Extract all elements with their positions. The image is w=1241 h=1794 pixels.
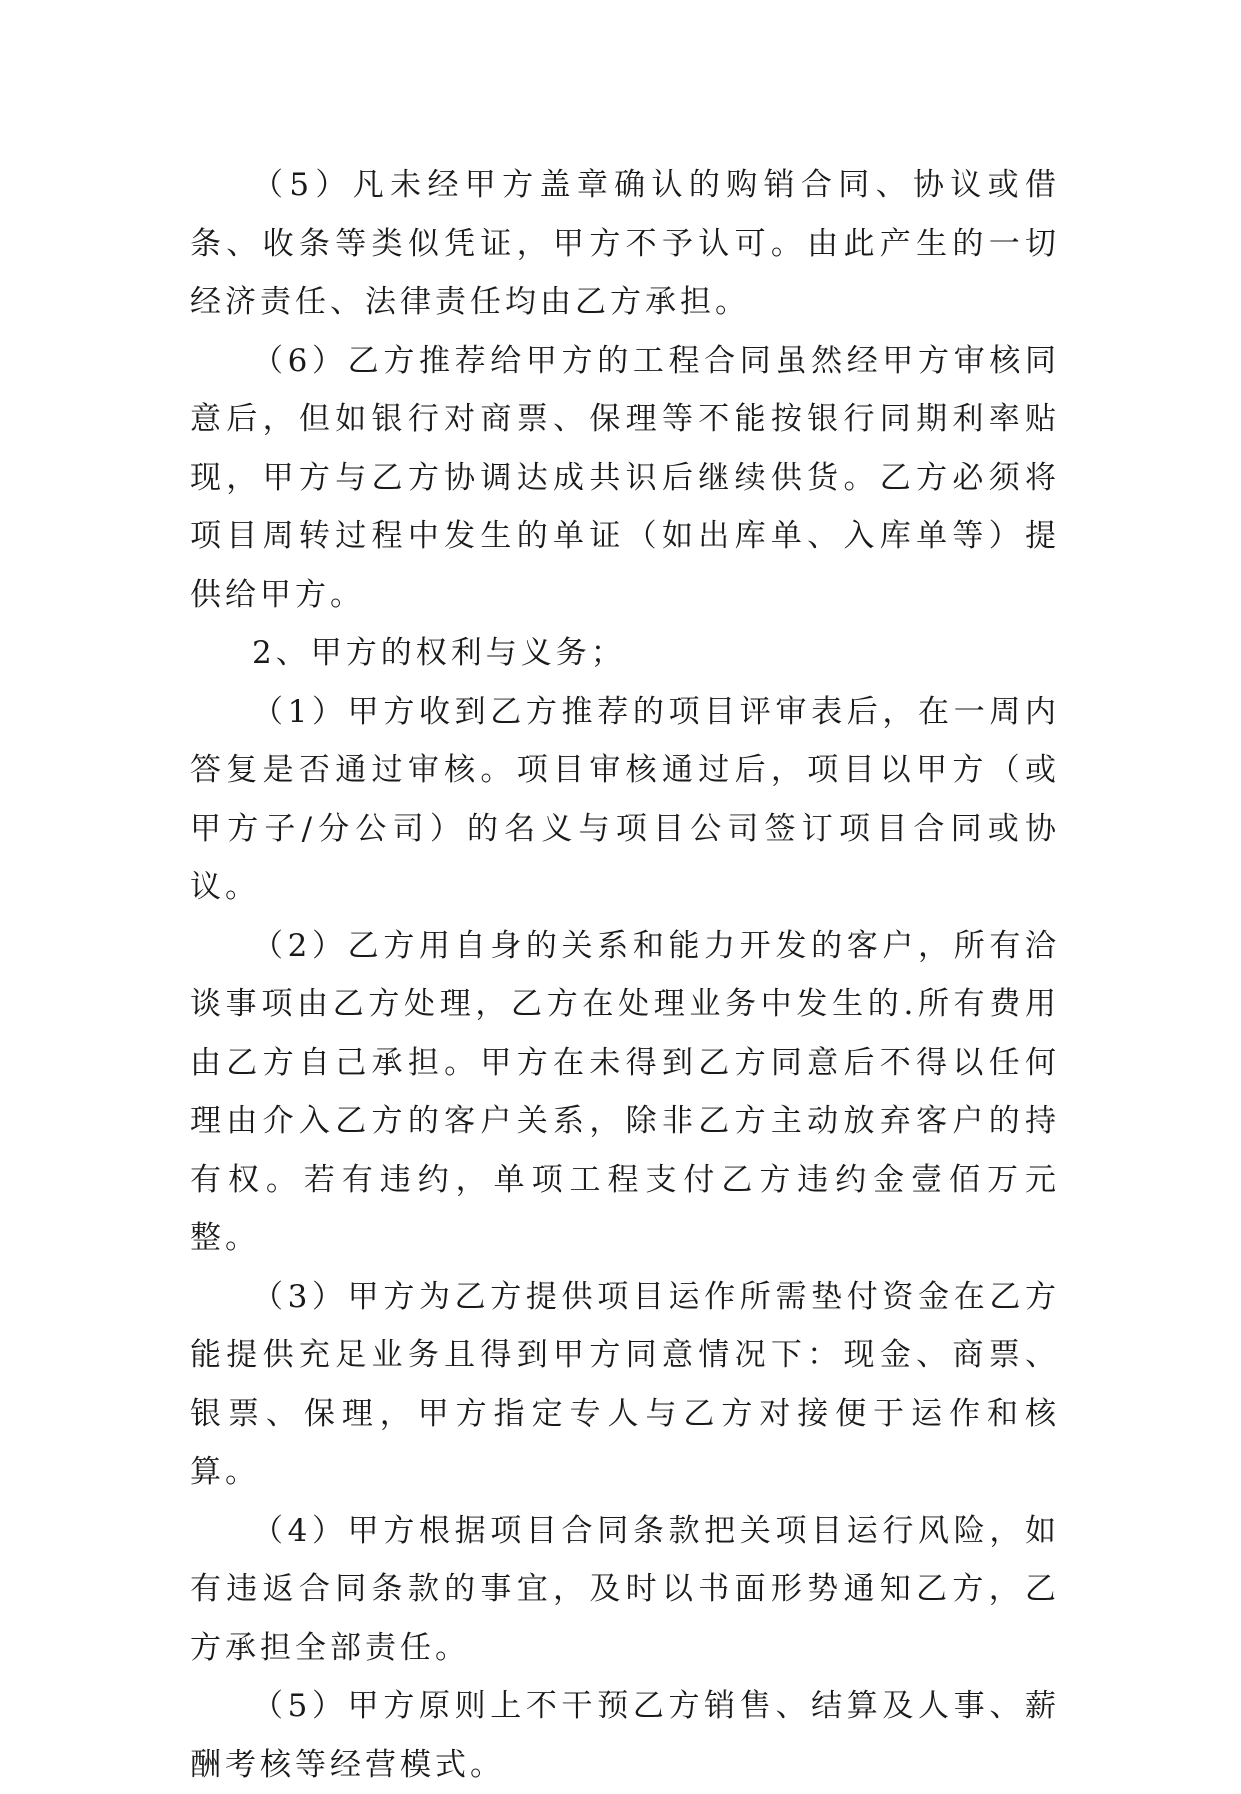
paragraph-b3: （3）甲方为乙方提供项目运作所需垫付资金在乙方能提供充足业务且得到甲方同意情况下：现金、商票、银票、保理，甲方指定专人与乙方对接便于运作和核算。 [190, 1278, 1060, 1490]
document-body [190, 156, 1060, 1794]
paragraph-a6: （6）乙方推荐给甲方的工程合同虽然经甲方审核同意后，但如银行对商票、保理等不能按银行同期利率贴现，甲方与乙方协调达成共识后继续供货。乙方必须将项目周转过程中发生的单证（如出库单、入库单等）提供给甲方。 [190, 342, 1060, 613]
paragraph-b2: （2）乙方用自身的关系和能力开发的客户，所有洽谈事项由乙方处理，乙方在处理业务中发生的.所有费用由乙方自己承担。甲方在未得到乙方同意后不得以任何理由介入乙方的客户关系，除非乙方主动放弃客户的持有权。若有违约，单项工程支付乙方违约金壹佰万元整。 [190, 927, 1060, 1256]
paragraph-b5: （5）甲方原则上不干预乙方销售、结算及人事、薪酬考核等经营模式。 [190, 1688, 1060, 1783]
paragraph-b1: （1）甲方收到乙方推荐的项目评审表后，在一周内答复是否通过审核。项目审核通过后，项目以甲方（或甲方子/分公司）的名义与项目公司签订项目合同或协议。 [190, 693, 1060, 905]
paragraph-a5: （5）凡未经甲方盖章确认的购销合同、协议或借条、收条等类似凭证，甲方不予认可。由此产生的一切经济责任、法律责任均由乙方承担。 [190, 167, 1060, 320]
section-heading-party-a-rights: 2、甲方的权利与义务； [252, 635, 626, 671]
paragraph-b4: （4）甲方根据项目合同条款把关项目运行风险，如有违返合同条款的事宜，及时以书面形势通知乙方，乙方承担全部责任。 [190, 1512, 1060, 1666]
